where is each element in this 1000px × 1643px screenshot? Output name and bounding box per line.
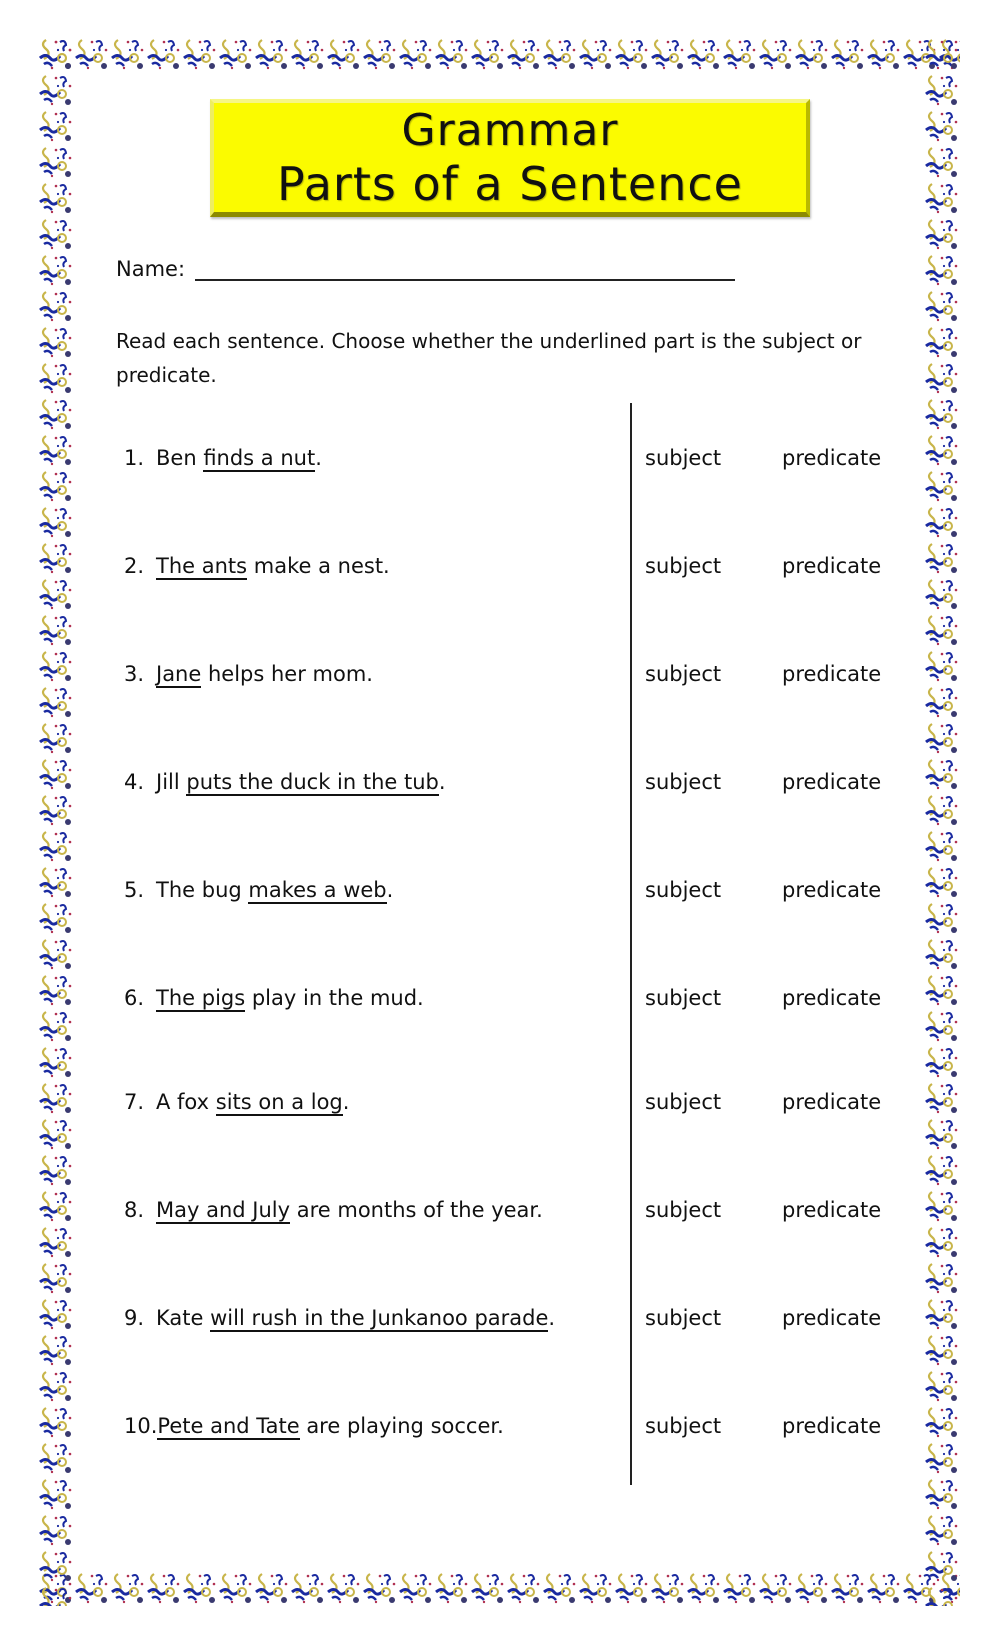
choice-subject-8[interactable]: subject <box>645 1198 722 1222</box>
choice-subject-10[interactable]: subject <box>645 1414 722 1438</box>
question-number: 9. <box>124 1306 145 1330</box>
border-bottom <box>38 1570 960 1606</box>
choice-subject-4[interactable]: subject <box>645 770 722 794</box>
question-1: 1. Ben finds a nut. <box>124 446 322 470</box>
question-number: 7. <box>124 1090 145 1114</box>
question-number: 5. <box>124 878 145 902</box>
question-5: 5. The bug makes a web. <box>124 878 394 902</box>
choice-subject-9[interactable]: subject <box>645 1306 722 1330</box>
question-2: 2. The ants make a nest. <box>124 554 390 578</box>
question-3: 3. Jane helps her mom. <box>124 662 373 686</box>
choice-subject-1[interactable]: subject <box>645 446 722 470</box>
question-9: 9. Kate will rush in the Junkanoo parade. <box>124 1306 556 1330</box>
question-6: 6. The pigs play in the mud. <box>124 986 424 1010</box>
choice-subject-6[interactable]: subject <box>645 986 722 1010</box>
underlined-part: makes a web <box>248 878 387 902</box>
question-number: 4. <box>124 770 145 794</box>
border-left <box>38 36 74 1606</box>
title-grammar: Grammar <box>401 105 619 156</box>
name-label: Name: <box>116 257 186 281</box>
underlined-part: puts the duck in the tub <box>186 770 439 794</box>
underlined-part: The pigs <box>156 986 246 1010</box>
name-input-line[interactable] <box>195 255 735 281</box>
choice-predicate-2[interactable]: predicate <box>782 554 882 578</box>
choice-predicate-1[interactable]: predicate <box>782 446 882 470</box>
choice-subject-2[interactable]: subject <box>645 554 722 578</box>
underlined-part: Jane <box>156 662 202 686</box>
choice-predicate-10[interactable]: predicate <box>782 1414 882 1438</box>
question-7: 7. A fox sits on a log. <box>124 1090 350 1114</box>
underlined-part: May and July <box>156 1198 291 1222</box>
choice-predicate-6[interactable]: predicate <box>782 986 882 1010</box>
title-parts-of-a-sentence: Parts of a Sentence <box>277 157 743 211</box>
border-right <box>924 36 960 1606</box>
underlined-part: The ants <box>156 554 248 578</box>
question-10: 10.Pete and Tate are playing soccer. <box>124 1414 504 1438</box>
underlined-part: sits on a log <box>215 1090 343 1114</box>
title-banner <box>210 99 810 217</box>
question-8: 8. May and July are months of the year. <box>124 1198 543 1222</box>
choice-subject-3[interactable]: subject <box>645 662 722 686</box>
choice-subject-5[interactable]: subject <box>645 878 722 902</box>
question-number: 2. <box>124 554 145 578</box>
choice-predicate-5[interactable]: predicate <box>782 878 882 902</box>
question-number: 1. <box>124 446 145 470</box>
name-row <box>116 255 735 281</box>
column-divider <box>630 403 632 1485</box>
border-top <box>38 36 960 72</box>
question-number: 8. <box>124 1198 145 1222</box>
instructions: Read each sentence. Choose whether the underlined part is the subject or predicate. <box>116 329 862 387</box>
question-number: 10. <box>124 1414 158 1438</box>
question-4: 4. Jill puts the duck in the tub. <box>124 770 446 794</box>
question-number: 3. <box>124 662 145 686</box>
choice-subject-7[interactable]: subject <box>645 1090 722 1114</box>
underlined-part: will rush in the Junkanoo parade <box>210 1306 549 1330</box>
choice-predicate-7[interactable]: predicate <box>782 1090 882 1114</box>
choice-predicate-8[interactable]: predicate <box>782 1198 882 1222</box>
confetti-pattern-icon <box>38 36 960 72</box>
choice-predicate-9[interactable]: predicate <box>782 1306 882 1330</box>
choice-predicate-4[interactable]: predicate <box>782 770 882 794</box>
choice-predicate-3[interactable]: predicate <box>782 662 882 686</box>
question-number: 6. <box>124 986 145 1010</box>
underlined-part: finds a nut <box>203 446 316 470</box>
underlined-part: Pete and Tate <box>157 1414 300 1438</box>
